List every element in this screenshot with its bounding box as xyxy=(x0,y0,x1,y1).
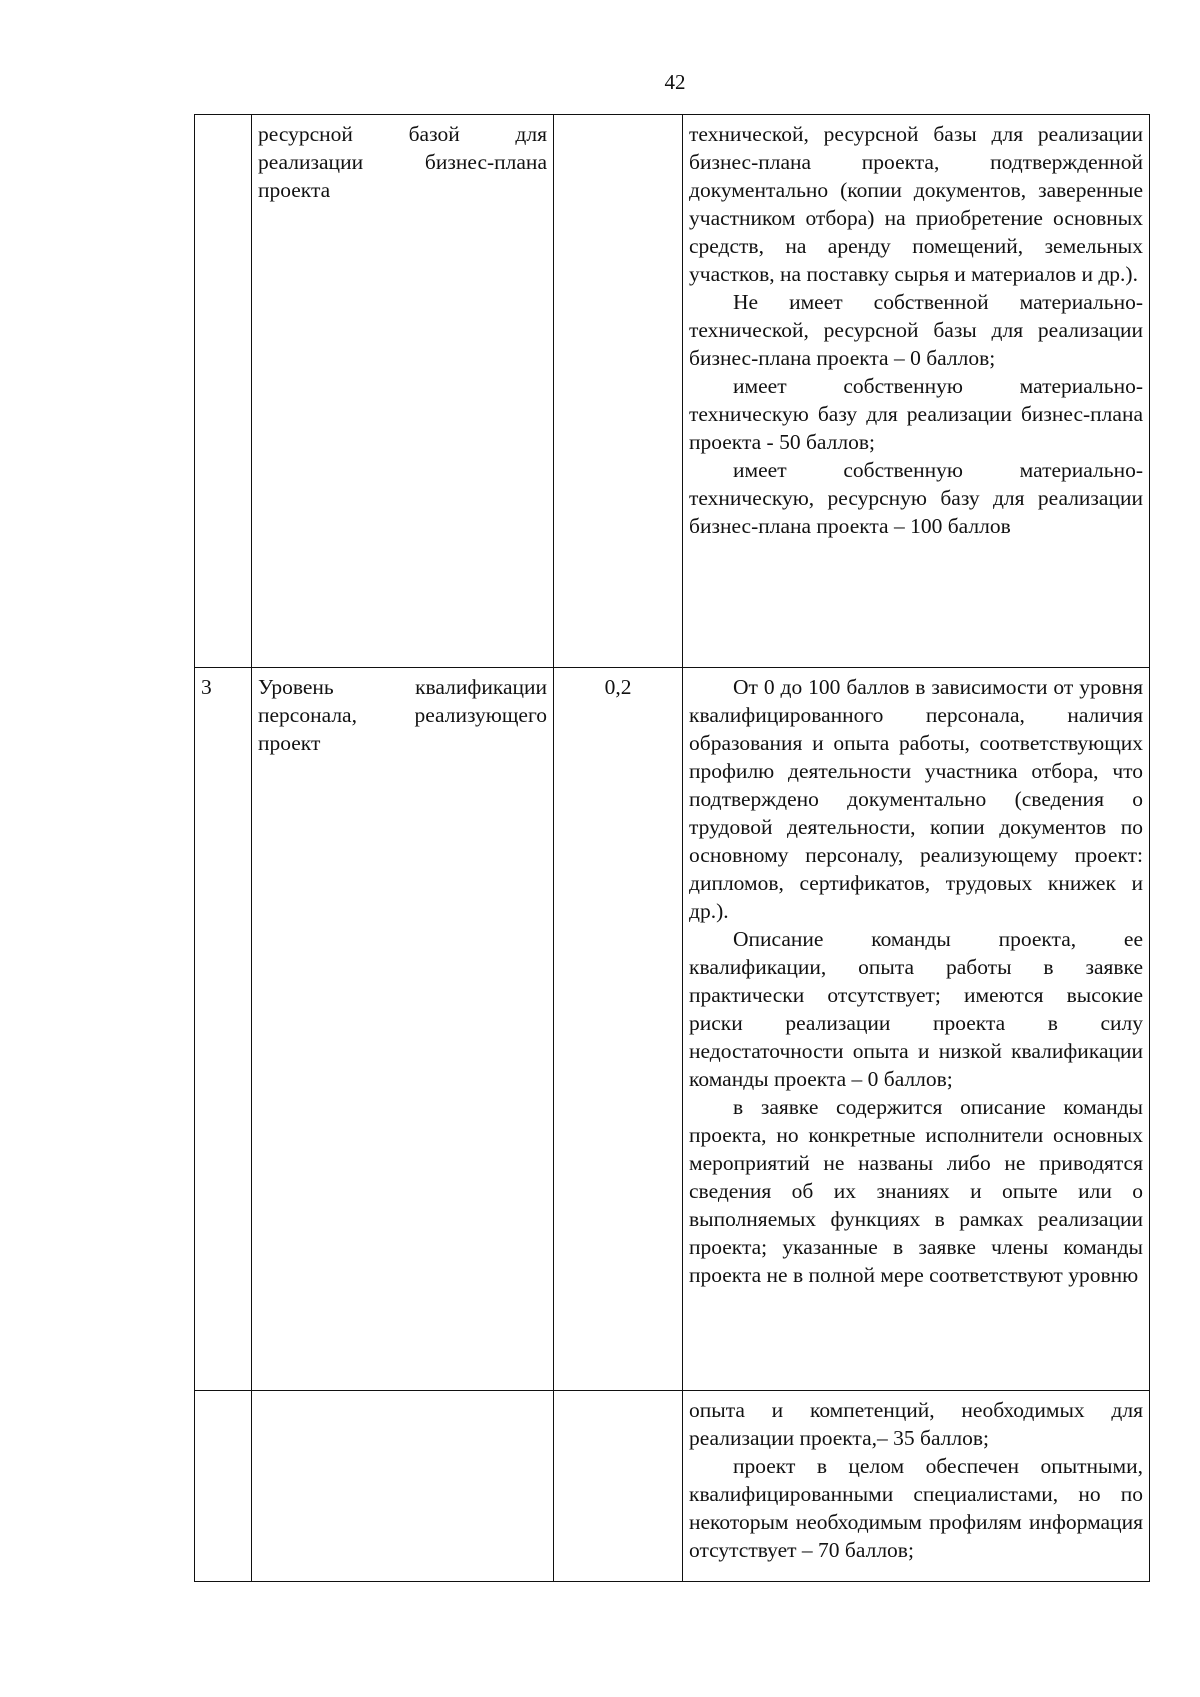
row-number-cell xyxy=(195,115,252,668)
criteria-table xyxy=(194,114,1150,1582)
table-row xyxy=(195,1391,1150,1582)
criterion-name-cell: Уровень квалификации персонала, реализующего проект xyxy=(252,668,554,1391)
weight-cell xyxy=(554,1391,683,1582)
description-paragraph: опыта и компетенций, необходимых для реализации проекта,– 35 баллов; xyxy=(689,1398,1143,1450)
table-row xyxy=(195,115,1150,668)
page-number: 42 xyxy=(664,70,686,94)
scoring-description-cell xyxy=(683,668,1150,1391)
scoring-description-cell xyxy=(683,1391,1150,1582)
table-row xyxy=(195,668,1150,1391)
description-paragraph: имеет собственную материально-техническую, ресурсную базу для реализации бизнес-плана проекта – 100 баллов xyxy=(689,458,1143,538)
row-number-cell: 3 xyxy=(195,668,252,1391)
description-paragraph: Не имеет собственной материально-технической, ресурсной базы для реализации бизнес-плана проекта – 0 баллов; xyxy=(689,290,1143,370)
criterion-name-cell: ресурсной базой для реализации бизнес-плана проекта xyxy=(252,115,554,668)
weight-cell: 0,2 xyxy=(554,668,683,1391)
description-paragraph: От 0 до 100 баллов в зависимости от уровня квалифицированного персонала, наличия образования и опыта работы, соответствующих профилю деятельности участника отбора, что подтверждено документально (сведения о трудовой деятельности, копии документов по основному персоналу, реализующему проект: дипломов, сертификатов, трудовых книжек и др.). xyxy=(689,675,1143,923)
description-paragraph: Описание команды проекта, ее квалификации, опыта работы в заявке практически отсутствует; имеются высокие риски реализации проекта в силу недостаточности опыта и низкой квалификации команды проекта – 0 баллов; xyxy=(689,927,1143,1091)
description-paragraph: проект в целом обеспечен опытными, квалифицированными специалистами, но по некоторым необходимым профилям информация отсутствует – 70 баллов; xyxy=(689,1454,1143,1562)
criterion-name-cell xyxy=(252,1391,554,1582)
scoring-description-cell xyxy=(683,115,1150,668)
description-paragraph: имеет собственную материально-техническую базу для реализации бизнес-плана проекта - 50 баллов; xyxy=(689,374,1143,454)
description-paragraph: технической, ресурсной базы для реализации бизнес-плана проекта, подтвержденной документально (копии документов, заверенные участником отбора) на приобретение основных средств, на аренду помещений, земельных участков, на поставку сырья и материалов и др.). xyxy=(689,122,1143,286)
row-number-cell xyxy=(195,1391,252,1582)
weight-cell xyxy=(554,115,683,668)
description-paragraph: в заявке содержится описание команды проекта, но конкретные исполнители основных мероприятий не названы либо не приводятся сведения об их знаниях и опыте или о выполняемых функциях в рамках реализации проекта; указанные в заявке члены команды проекта не в полной мере соответствуют уровню xyxy=(689,1095,1143,1287)
